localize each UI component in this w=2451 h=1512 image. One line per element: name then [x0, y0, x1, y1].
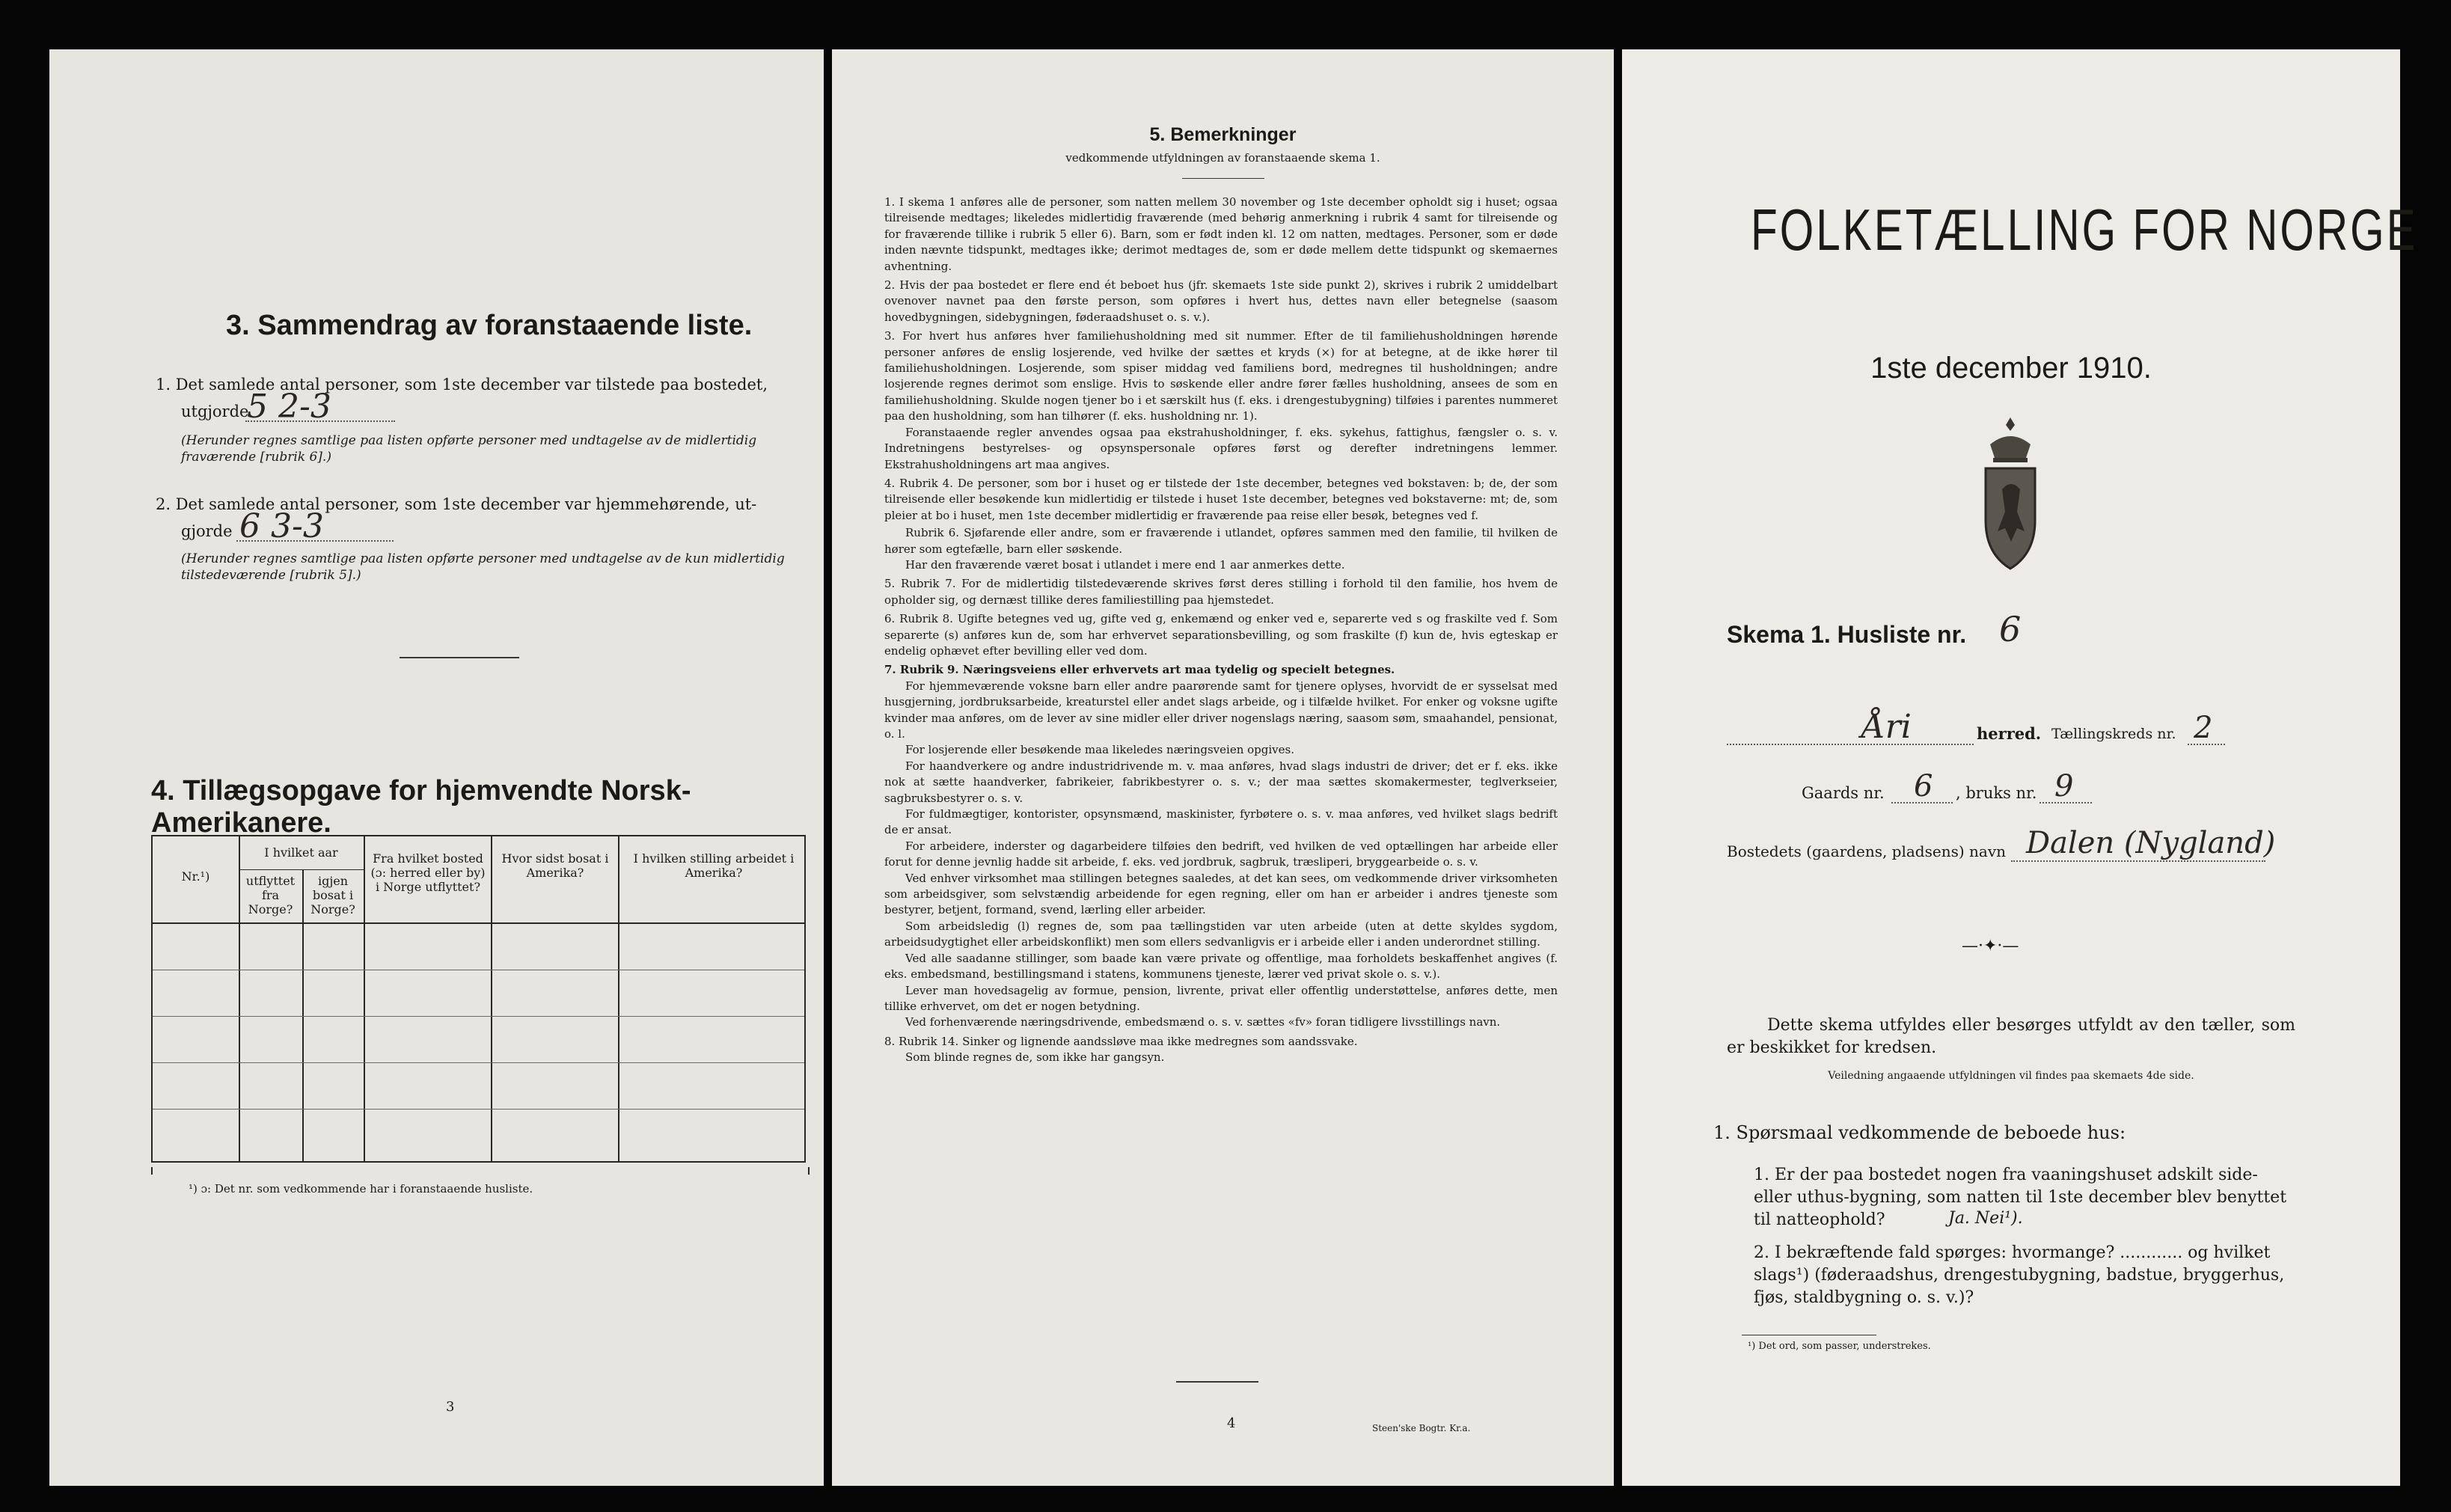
item-1-dotline	[245, 420, 395, 422]
remark-7a: For hjemmeværende voksne barn eller andre paarørende samt for tjenere oplyses, hvorvidt de er sysselsat med husgjerning, jordbruksarbeide, kreaturstel eller andet slags arbeide, og i tilfælde hvilket. For enker og voksne ugifte kvinder maa anføres, om de lever av sine midler eller driver nogenslags næring, saasom søm, smaahandel, pensionat, o. l.	[884, 679, 1558, 741]
divider	[400, 657, 519, 658]
remarks-title: 5. Bemerkninger	[1149, 124, 1297, 145]
skema-label: Skema 1. Husliste nr.	[1727, 621, 1967, 648]
remark-1: 1. I skema 1 anføres alle de personer, som natten mellem 30 november og 1ste december opholdt sig i huset; ogsaa tilreisende medtages; likeledes midlertidig fraværende (med behørig anmerkning i rubrik 4 samt for tilreisende og for fraværende tillike i rubrik 5 eller 6). Barn, som er født inden kl. 12 om natten, medtages. Personer, som er døde inden nævnte tidspunkt, medtages ikke; derimot medtages de, som er døde mellem dette tidspunkt og skemaernes avhentning.	[884, 195, 1558, 273]
item-2-text: 2. Det samlede antal personer, som 1ste december var hjemmehørende, ut-	[156, 495, 757, 513]
norway-coat-of-arms-icon	[1977, 414, 2044, 572]
remark-8b: Som blinde regnes de, som ikke har gangsyn.	[905, 1050, 1165, 1065]
remark-7i: Lever man hovedsagelig av formue, pension, livrente, privat eller offentlig understøttelse, anføres dette, men tillike erhvervet, om det er nogen betydning.	[884, 983, 1558, 1013]
remark-8: 8. Rubrik 14. Sinker og lignende aandssløve maa ikke medregnes som aandssvake.	[884, 1034, 1358, 1048]
remark-7d: For fuldmægtiger, kontorister, opsynsmænd, maskinister, fyrbøtere o. s. v. maa anføres, ved hvilket slags bedrift de er ansat.	[884, 807, 1558, 837]
th-fra-bosted: Fra hvilket bosted (ɔ: herred eller by) i Norge utflyttet?	[370, 851, 486, 894]
main-title: FOLKETÆLLING FOR NORGE	[1751, 197, 2418, 263]
section-3-title: 3. Sammendrag av foranstaaende liste.	[226, 310, 753, 341]
question-1-answer: Ja. Nei¹).	[1948, 1209, 2023, 1228]
remark-2: 2. Hvis der paa bostedet er flere end ét beboet hus (jfr. skemaets 1ste side punkt 2), skrives i rubrik 2 umiddelbart ovenover navnet paa den første person, som opføres i hvert hus, dettes navn eller betegnelse (saasom hovedbygningen, sidebygningen, føderaadshuset o. s. v.).	[884, 278, 1558, 324]
bosted-label: Bostedets (gaardens, pladsens) navn	[1727, 842, 2006, 860]
question-1: 1. Er der paa bostedet nogen fra vaaningshuset adskilt side- eller uthus-bygning, som natten til 1ste december blev benyttet til natteophold?	[1754, 1166, 2287, 1229]
gaards-label: Gaards nr.	[1802, 784, 1885, 802]
remark-7g: Som arbeidsledig (l) regnes de, som paa tællingstiden var uten arbeide (uten at dette skyldes sygdom, arbeidsudygtighet eller arbeidskonflikt) men som ellers sedvanligvis er i arbeide eller i anden underordnet stilling.	[884, 919, 1558, 949]
bosted-value: Dalen (Nygland)	[2026, 826, 2276, 860]
question-2: 2. I bekræftende fald spørges: hvormange? ............ og hvilket slags¹) (føderaadshus, drengestubygning, badstue, bryggerhus, fjøs, staldbygning o. s. v.)?	[1754, 1243, 2285, 1307]
th-stilling: I hvilken stilling arbeidet i Amerika?	[633, 851, 795, 880]
remark-4c: Har den fraværende været bosat i utlandet i mere end 1 aar anmerkes dette.	[905, 557, 1345, 572]
page-number-3: 3	[446, 1399, 455, 1415]
th-utflyttet: utflyttet fra Norge?	[245, 874, 296, 916]
remark-4: 4. Rubrik 4. De personer, som bor i huset og er tilstede der 1ste december, betegnes ved bokstaven: b; de, der som tilreisende eller besøkende kun midlertidig er tilstede i huset 1ste december, betegnes ved bokstaverne: mt; de, som pleier at bo i huset, men 1ste december midlertidig er fraværende paa reise eller besøk, betegnes ved f.	[884, 476, 1558, 522]
item-1-note: (Herunder regnes samtlige paa listen opførte personer med undtagelse av de midlertidig fraværende [rubrik 6].)	[181, 433, 757, 465]
remark-7b: For losjerende eller besøkende maa likeledes næringsveien opgives.	[905, 743, 1294, 757]
remark-4b: Rubrik 6. Sjøfarende eller andre, som er fraværende i utlandet, opføres sammen med den familie, til hvilken de hører som egtefælle, barn eller søskende.	[884, 526, 1558, 556]
veiledning: Veiledning angaaende utfyldningen vil findes paa skemaets 4de side.	[1828, 1070, 2194, 1082]
remark-3: 3. For hvert hus anføres hver familiehusholdning med sit nummer. Efter de til familiehusholdningen hørende personer anføres de enslig losjerende, ved hvilke der sættes et kryds (×) for at betegne, at de ikke hører til familiehusholdningen. Losjerende, som spiser middag ved familiens bord, medregnes til husholdningen; andre losjerende regnes derimot som enslige. Hvis to søskende eller andre fører fælles husholdning, ansees de som en familiehusholdning. Skulde nogen tjener bo i et særskilt hus (f. eks. i drengestubygning) tilføies i parentes nummeret paa den husholdning, som han tilhører (f. eks. husholdning nr. 1).	[884, 329, 1558, 423]
remark-7j: Ved forhenværende næringsdrivende, embedsmænd o. s. v. sættes «fv» foran tidligere livsstillings navn.	[905, 1015, 1501, 1029]
kreds-value: 2	[2194, 711, 2213, 745]
th-igjen: igjen bosat i Norge?	[310, 874, 355, 916]
remark-5: 5. Rubrik 7. For de midlertidig tilstedeværende skrives først deres stilling i forhold til den familie, hos hvem de opholder sig, og dernæst tillike deres familiestilling paa hjemstedet.	[884, 577, 1558, 607]
item-2-note: (Herunder regnes samtlige paa listen opførte personer med undtagelse av de kun midlertidig tilstedeværende [rubrik 5].)	[181, 551, 785, 583]
th-group: I hvilket aar	[264, 845, 338, 860]
bruks-label: , bruks nr.	[1956, 784, 2037, 802]
intro-text: Dette skema utfyldes eller besørges utfyldt av den tæller, som er beskikket for kredsen.	[1727, 1016, 2295, 1057]
ornament: —·✦·—	[1962, 937, 2019, 955]
herred-value: Åri	[1861, 708, 1912, 746]
remark-6: 6. Rubrik 8. Ugifte betegnes ved ug, gifte ved g, enkemænd og enker ved e, separerte ved s og fraskilte ved f. Som separerte (s) anføres kun de, som har erhvervet separationsbevilling, og som fraskilte (f) kun de, hvis egteskap er endelig ophævet efter bevilling eller ved dom.	[884, 612, 1558, 658]
remark-7h: Ved alle saadanne stillinger, som baade kan være private og offentlige, maa forholdets beskaffenhet angives (f. eks. embedsmand, bestillingsmand i statens, kommunens tjeneste, lærer ved privat skole o. s. v.).	[884, 951, 1558, 982]
th-hvor-sidst: Hvor sidst bosat i Amerika?	[501, 851, 609, 880]
item-2-gjorde: gjorde	[181, 522, 233, 540]
remark-7: 7. Rubrik 9. Næringsveiens eller erhvervets art maa tydelig og specielt betegnes.	[884, 663, 1395, 677]
remark-7f: Ved enhver virksomhet maa stillingen betegnes saaledes, at det kan sees, om vedkommende driver virksomheten som arbeidsgiver, som selvstændig arbeidende for egen regning, eller om han er arbeider i andres tjeneste som bestyrer, betjent, formand, svend, lærling eller arbeider.	[884, 871, 1558, 917]
printer-mark: Steen'ske Bogtr. Kr.a.	[1372, 1423, 1471, 1433]
remark-7e: For arbeidere, inderster og dagarbeidere tilføies den bedrift, ved hvilken de ved optællingen har arbeide eller forut for denne jevnlig hadde sit arbeide, f. eks. ved jordbruk, sagbruk, træsliperi, bryggearbeide o. s. v.	[884, 839, 1558, 869]
kreds-label: Tællingskreds nr.	[2051, 726, 2176, 742]
census-date: 1ste december 1910.	[1870, 352, 2152, 385]
questions-heading: 1. Spørsmaal vedkommende de beboede hus:	[1713, 1122, 2126, 1143]
item-1-value: 5 2-3	[247, 388, 331, 426]
left-page	[49, 49, 824, 1486]
right-page	[1622, 49, 2418, 1486]
section-4-title: 4. Tillægsopgave for hjemvendte Norsk-Amerikanere.	[151, 775, 691, 839]
remarks-subtitle: vedkommende utfyldningen av foranstaaende skema 1.	[1065, 151, 1380, 165]
remark-7c: For haandverkere og andre industridrivende m. v. maa anføres, hvad slags industri de driver; det er f. eks. ikke nok at sætte haandverker, fabrikeier, fabrikbestyrer o. s. v.; der maa sættes skomakermester, teglverkseier, sagbruksbestyrer o. s. v.	[884, 759, 1558, 805]
th-nr: Nr.¹)	[181, 869, 210, 884]
middle-page	[832, 49, 1614, 1486]
remarks-body	[884, 195, 1558, 1066]
page-number-4: 4	[1227, 1415, 1236, 1431]
remark-3b: Foranstaaende regler anvendes ogsaa paa ekstrahusholdninger, f. eks. sykehus, fattighus, fængsler o. s. v. Indretningens bestyrelses- og opsynspersonale opføres først og derefter indretningens lemmer. Ekstrahusholdningens art maa angives.	[884, 425, 1558, 471]
item-1-utgjorde: utgjorde	[181, 403, 249, 420]
left-footnote: ¹) ɔ: Det nr. som vedkommende har i foranstaaende husliste.	[189, 1182, 533, 1196]
item-1-text: 1. Det samlede antal personer, som 1ste december var tilstede paa bostedet,	[156, 376, 768, 394]
husliste-nr: 6	[1999, 609, 2022, 649]
norsk-amerikanere-table	[151, 835, 806, 1163]
bruks-value: 9	[2054, 769, 2074, 804]
gaards-value: 6	[1914, 769, 1933, 804]
herred-label: herred.	[1977, 724, 2042, 743]
item-2-value: 6 3-3	[239, 507, 324, 545]
item-2-dotline	[236, 540, 394, 542]
right-footnote: ¹) Det ord, som passer, understrekes.	[1748, 1341, 1931, 1352]
